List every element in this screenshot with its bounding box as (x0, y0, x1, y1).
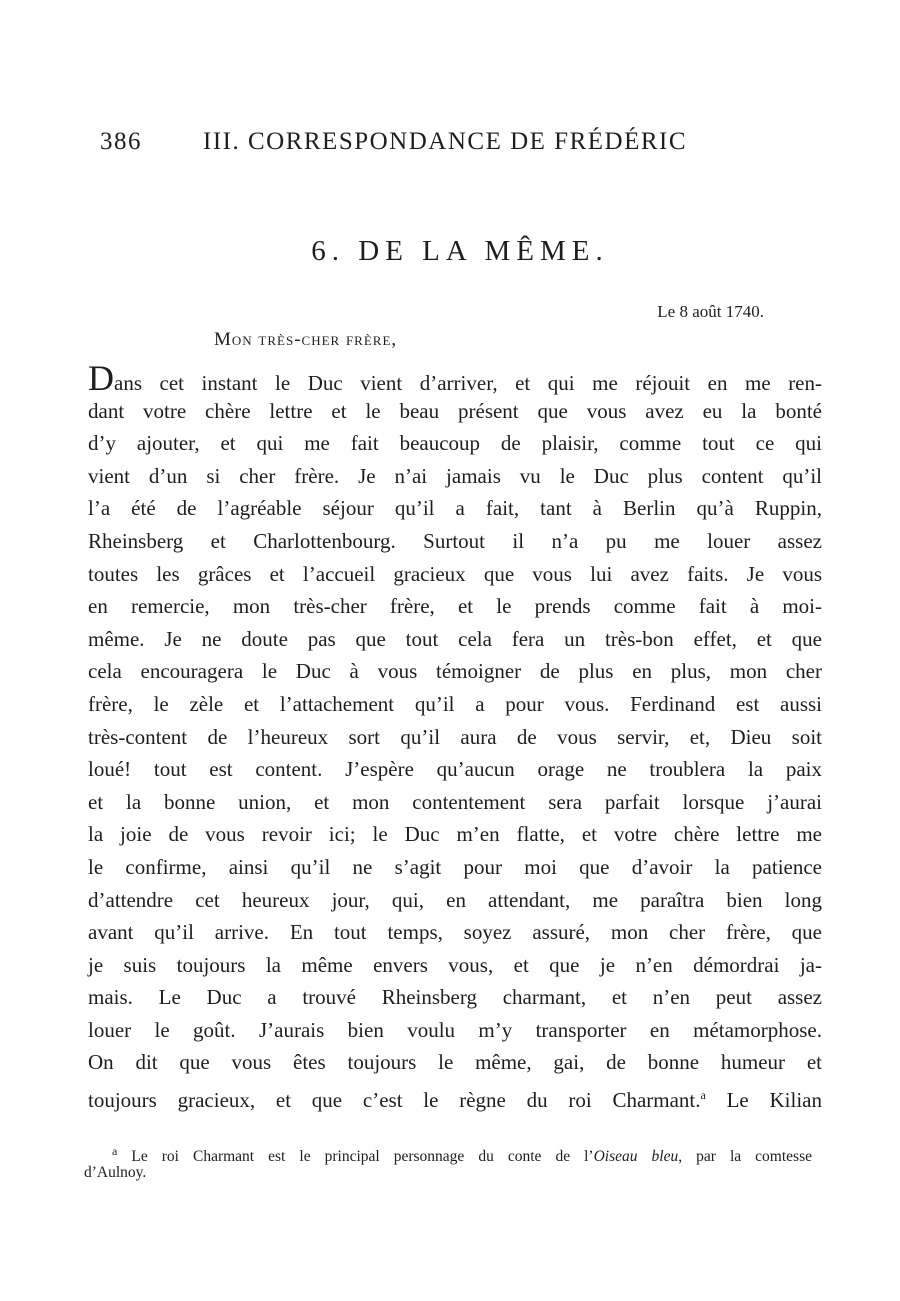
body-line: le confirme, ainsi qu’il ne s’agit pour moi que d’avoir la patience (88, 854, 822, 879)
body-line: l’a été de l’agréable séjour qu’il a fait, tant à Berlin qu’à Ruppin, (88, 496, 822, 521)
letter-title: 6. DE LA MÊME. (311, 235, 609, 267)
footnote-reference: a (700, 1088, 706, 1103)
body-line (88, 358, 822, 398)
body-line: toutes les grâces et l’accueil gracieux que vous lui avez faits. Je vous (88, 561, 822, 586)
footnote-text-after: , par la comtesse (678, 1148, 812, 1166)
body-line: la joie de vous revoir ici; le Duc m’en flatte, et votre chère lettre me (88, 822, 822, 847)
footnote (84, 1140, 812, 1184)
running-head-title: III. CORRESPONDANCE DE FRÉDÉRIC (203, 128, 688, 155)
body-line: cela encouragera le Duc à vous témoigner de plus en plus, mon cher (88, 659, 822, 684)
letter-body (88, 358, 823, 1113)
body-line: avant qu’il arrive. En tout temps, soyez assuré, mon cher frère, que (88, 920, 822, 945)
letter-salutation: Mon très-cher frère, (214, 329, 398, 350)
running-head (100, 128, 740, 160)
body-line: d’y ajouter, et qui me fait beaucoup de plaisir, comme tout ce qui (88, 431, 822, 456)
body-line: Rheinsberg et Charlottenbourg. Surtout il n’a pu me louer assez (88, 528, 822, 553)
body-line: dant votre chère lettre et le beau présent que vous avez eu la bonté (88, 398, 822, 423)
last-line-text: toujours gracieux, et que c’est le règne du roi Charmant. (88, 1088, 701, 1113)
footnote-text: Le roi Charmant est le principal personnage du conte de l’ (117, 1148, 594, 1166)
body-line: je suis toujours la même envers vous, et que je n’en démordrai ja- (88, 952, 822, 977)
first-line-text: ans cet instant le Duc vient d’arriver, et qui me réjouit en me ren- (114, 371, 822, 395)
body-line: vient d’un si cher frère. Je n’ai jamais vu le Duc plus content qu’il (88, 463, 822, 488)
footnote-line: d’Aulnoy. (84, 1164, 147, 1181)
body-line: même. Je ne doute pas que tout cela fera un très-bon effet, et que (88, 626, 822, 651)
footnote-marker: a (112, 1144, 118, 1158)
body-line: très-content de l’heureux sort qu’il aura de vous servir, et, Dieu soit (88, 724, 822, 749)
body-line: mais. Le Duc a trouvé Rheinsberg charmant, et n’en peut assez (88, 985, 822, 1010)
letter-dateline: Le 8 août 1740. (657, 302, 764, 321)
body-line-last (88, 1079, 822, 1112)
footnote-line (84, 1140, 812, 1166)
page-number: 386 (100, 128, 142, 155)
body-line: loué! tout est content. J’espère qu’aucun orage ne troublera la paix (88, 757, 822, 782)
body-line: et la bonne union, et mon contentement sera parfait lorsque j’aurai (88, 789, 822, 814)
last-line-tail: Le Kilian (705, 1088, 823, 1113)
body-line: On dit que vous êtes toujours le même, gai, de bonne humeur et (88, 1050, 822, 1075)
body-line: d’attendre cet heureux jour, qui, en attendant, me paraîtra bien long (88, 887, 822, 912)
body-line: en remercie, mon très-cher frère, et le prends comme fait à moi- (88, 594, 822, 619)
body-line: louer le goût. J’aurais bien voulu m’y transporter en métamorphose. (88, 1017, 822, 1042)
footnote-italic-title: Oiseau bleu (593, 1148, 679, 1166)
drop-cap: D (88, 358, 114, 398)
body-line: frère, le zèle et l’attachement qu’il a pour vous. Ferdinand est aussi (88, 691, 822, 716)
